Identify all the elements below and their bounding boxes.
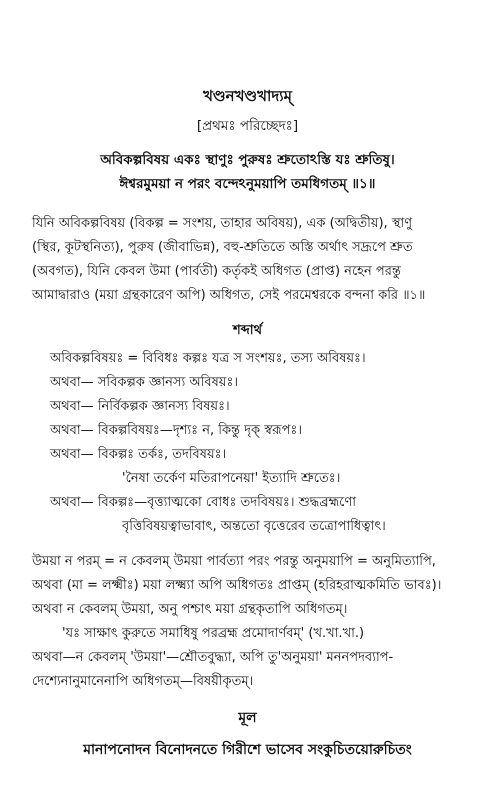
mula-line: মানাপনোদন বিনোদনতে গিরীশে ভাসেব সংকুচিতয়োরুচিতং (83, 742, 412, 758)
translation-line-2: (স্থির, কূটস্থনিত্য), পুরুষ (জীবাভিন্ন), বহু-শ্রুতিতে অস্তি অর্থাৎ সদ্রূপে শ্রুত (32, 240, 413, 255)
translation-line-4: আমাদ্বারাও (ময়া গ্রন্থকারেণ অপি) অধিগত, সেই পরমেশ্বরকে বন্দনা করি ॥১॥ (32, 288, 426, 303)
commentary-line-6: দেশ্যেনানুমানেনাপি অধিগতম্—বিষয়ীকৃতম্। (32, 674, 254, 689)
commentary-line-3: অথবা ন কেবলম্ উময়া, অনু পশ্চাৎ ময়া গ্রন্থকৃতাপি অধিগতম্। (32, 602, 348, 617)
shabdartha-heading: শব্দার্থ (232, 323, 262, 338)
commentary-line-1: উময়া ন পরম্ = ন কেবলম্ উময়া পার্বত্যা পরং পরন্তু অনুময়াপি = অনুমিত্যাপি, (32, 554, 436, 569)
commentary-line-5: অথবা—ন কেবলম্ 'উময়া'—শ্রৌতবুদ্ধ্যা, অপি তু'অনুময়া' মননপদব্যাপ- (32, 650, 394, 665)
shabdartha-line-7: অথবা— বিকল্পঃ—বৃত্ত্যাত্মকো বোধঃ তদবিষয়ঃ। শুদ্ধব্রহ্মণো (50, 495, 356, 510)
shabdartha-line-1: অবিকল্পবিষয়ঃ = বিবিধঃ কল্পঃ যত্র স সংশয়ঃ, তস্য অবিষয়ঃ। (50, 351, 366, 366)
verse-line-2: ঈশ্বরমুময়া ন পরং বন্দেঽনুময়াপি তমধিগতম্ ॥১॥ (119, 176, 376, 192)
translation-line-1: যিনি অবিকল্পবিষয় (বিকল্প = সংশয়, তাহার অবিষয়), এক (অদ্বিতীয়), স্থাণু (32, 216, 413, 231)
commentary-line-4: 'যঃ সাক্ষাৎ কুরুতে সমাধিষু পরব্রহ্ম প্রমোদার্ণবম্' (খ.খা.খা.) (62, 626, 365, 641)
mula-heading: মূল (238, 710, 257, 726)
chapter-heading: [প্রথমঃ পরিচ্ছেদঃ] (196, 118, 299, 134)
verse-line-1: অবিকল্পবিষয় একঃ স্থাণুঃ পুরুষঃ শ্রুতোঽস্তি যঃ শ্রুতিষু। (100, 152, 395, 168)
shabdartha-line-5: অথবা— বিকল্পঃ তর্কঃ, তদবিষয়ঃ। (50, 447, 227, 462)
shabdartha-line-2: অথবা— সবিকল্পক জ্ঞানস্য অবিষয়ঃ। (50, 375, 239, 390)
commentary-line-2: অথবা (মা = লক্ষ্মীঃ) ময়া লক্ষ্ম্যা অপি অধিগতঃ প্রাপ্তম্ (হরিহরাত্মকমিতি ভাবঃ)। (32, 578, 442, 593)
shabdartha-line-6: 'নৈষা তর্কেণ মতিরাপনেয়া' ইত্যাদি শ্রুতেঃ। (122, 471, 341, 486)
shabdartha-line-4: অথবা— বিকল্পবিষয়ঃ—দৃশ্যঃ ন, কিন্তু দৃক্ স্বরূপঃ। (50, 423, 302, 438)
shabdartha-line-8: বৃত্তিবিষয়ত্বাভাবাৎ, অন্ততো বৃত্তেরেব তত্রোপাধিত্বাৎ। (122, 519, 386, 534)
book-title: খণ্ডনখণ্ডখাদ্যম্ (203, 87, 292, 105)
shabdartha-line-3: অথবা— নির্বিকল্পক জ্ঞানস্য বিষয়ঃ। (50, 399, 230, 414)
translation-line-3: (অবগত), যিনি কেবল উমা (পার্বতী) কর্তৃকই অধিগত (প্রাপ্ত) নহেন পরন্তু (32, 264, 401, 279)
